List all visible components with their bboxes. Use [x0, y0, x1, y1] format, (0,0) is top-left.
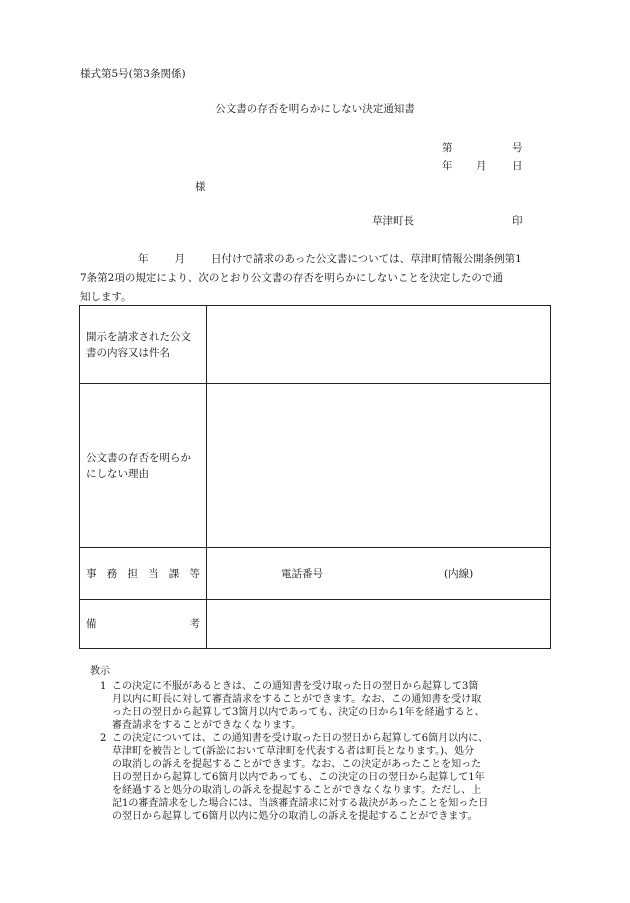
body-line3: 知します。: [80, 291, 132, 303]
table-row: [80, 306, 551, 384]
requested-document-value: [207, 306, 551, 384]
reason-value: [207, 384, 551, 548]
body-line2: 7条第2項の規定により、次のとおり公文書の存否を明らかにしないことを決定したので通: [80, 272, 503, 284]
requested-document-label: 開示を請求された公文 書の内容又は件名: [80, 306, 207, 384]
date-month-label: 月: [476, 160, 487, 172]
extension-label: (内線): [444, 568, 474, 580]
instruction-item-1: 1 この決定に不服があるときは、この通知書を受け取った日の翌日から起算して3箇 月以内に町長に対して審査請求をすることができます。なお、この通知書を受け取 った日の翌日から起算して3箇月以内であっても、決定の日から1年を経過すると、 審査請求をすることができなくなります。: [100, 681, 485, 731]
table-row: [80, 384, 551, 548]
table-row: [80, 548, 551, 600]
number-suffix: 号: [512, 142, 523, 154]
addressee-honorific: 様: [195, 181, 206, 193]
sender-name: 草津町長: [372, 215, 414, 227]
body-paragraph: [80, 250, 555, 307]
instructions-heading: 教示: [90, 666, 110, 677]
decision-table: [79, 305, 551, 649]
instructions: [90, 665, 560, 823]
date-year-label: 年: [442, 160, 453, 172]
seal-mark: 印: [512, 215, 523, 227]
date-day-label: 日: [512, 160, 523, 172]
remarks-label: 備 考: [80, 600, 207, 649]
reason-label: 公文書の存否を明らか にしない理由: [80, 384, 207, 548]
table-row: [80, 600, 551, 649]
instruction-item-2: 2 この決定については、この通知書を受け取った日の翌日から起算して6箇月以内に、 草津町を被告として(訴訟において草津町を代表する者は町長となります。)、処分 の取消しの訴えを提起することができます。なお、この決定があったことを知った 日の翌日から起算して6箇月以内であっても、この決定の日の翌日から起算して1年 を経過すると処分の取消しの訴えを提起することができなくなります。ただし、上 記1の審査請求をした場合には、当該審査請求に対する裁決があったことを知った日 の翌日から起算して6箇月以内に処分の取消しの訴えを提起することができます。: [100, 733, 489, 822]
body-line1: 日付けで請求のあった公文書については、草津町情報公開条例第1: [211, 253, 522, 265]
number-prefix: 第: [442, 142, 453, 154]
body-year-label: 年: [138, 253, 149, 265]
office-value: [207, 548, 551, 600]
form-id: 様式第5号(第3条関係): [80, 68, 186, 80]
remarks-value: [207, 600, 551, 649]
body-month-label: 月: [174, 253, 185, 265]
document-title: 公文書の存否を明らかにしない決定通知書: [215, 103, 415, 115]
phone-label: 電話番号: [281, 568, 323, 580]
office-label: 事 務 担 当 課 等: [80, 548, 207, 600]
